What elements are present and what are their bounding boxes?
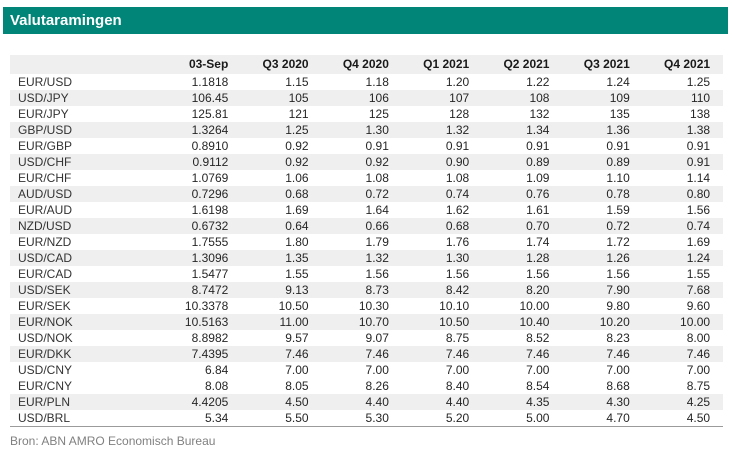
value-cell: 1.28 [526,251,550,265]
value-cell: 106.45 [191,91,229,105]
value-cell: 11.00 [279,315,309,329]
value-cell: 7.46 [526,347,550,361]
value-cell: 0.72 [365,187,389,201]
period-column-header: Q3 2020 [241,55,321,74]
period-column-header: Q2 2021 [482,55,562,74]
pair-label-cell: AUD/USD [18,187,73,201]
value-cell: 8.75 [686,379,711,393]
value-cell: 0.91 [686,155,711,169]
value-cell: 105 [288,91,309,105]
value-cell: 5.50 [285,411,309,425]
value-cell: 0.92 [285,155,309,169]
value-cell: 125.81 [191,107,229,121]
value-cell: 1.56 [445,267,470,281]
pair-label-cell: USD/CAD [18,251,73,265]
pair-label-cell: USD/CNY [18,363,73,377]
value-cell: 8.8982 [191,331,229,345]
value-cell: 10.30 [358,299,389,313]
table-row [10,410,723,427]
value-cell: 1.34 [526,123,550,137]
pair-label-cell: EUR/SEK [18,299,71,313]
value-cell: 0.76 [526,187,550,201]
value-cell: 1.30 [365,123,389,137]
value-cell: 1.24 [686,251,711,265]
value-cell: 7.46 [445,347,470,361]
value-cell: 0.9112 [192,155,229,169]
value-cell: 10.00 [519,299,550,313]
value-cell: 0.89 [526,155,550,169]
value-cell: 0.72 [606,219,630,233]
table-row [10,266,723,282]
value-cell: 1.80 [285,235,309,249]
table-row [10,346,723,362]
value-cell: 1.72 [606,235,630,249]
table-row [10,330,723,346]
value-cell: 1.25 [285,123,309,137]
value-cell: 8.42 [445,283,470,297]
value-cell: 7.68 [686,283,711,297]
value-cell: 1.3264 [191,123,229,137]
value-cell: 1.56 [526,267,550,281]
value-cell: 107 [449,91,470,105]
value-cell: 1.35 [285,251,309,265]
value-cell: 1.22 [526,75,550,89]
value-cell: 1.09 [526,171,550,185]
value-cell: 8.23 [606,331,630,345]
value-cell: 0.89 [606,155,630,169]
value-cell: 7.00 [606,363,630,377]
value-cell: 106 [368,91,389,105]
value-cell: 0.66 [365,219,389,233]
pair-label-cell: EUR/DKK [18,347,72,361]
value-cell: 7.00 [686,363,711,377]
pair-label-cell: EUR/NZD [18,235,72,249]
value-cell: 4.40 [445,395,470,409]
value-cell: 0.90 [445,155,470,169]
value-cell: 4.35 [526,395,550,409]
value-cell: 5.30 [365,411,389,425]
value-cell: 7.00 [445,363,470,377]
value-cell: 7.46 [606,347,630,361]
value-cell: 7.00 [285,363,309,377]
fx-forecast-table [10,55,723,427]
value-cell: 125 [368,107,389,121]
table-row [10,378,723,394]
value-cell: 9.07 [365,331,389,345]
value-cell: 0.70 [526,219,550,233]
value-cell: 10.3378 [184,299,229,313]
value-cell: 138 [690,107,711,121]
value-cell: 9.60 [686,299,711,313]
value-cell: 1.06 [285,171,309,185]
value-cell: 1.69 [686,235,711,249]
value-cell: 1.3096 [191,251,229,265]
period-column-header: 03-Sep [161,55,241,74]
pair-label-cell: EUR/CNY [18,379,73,393]
value-cell: 0.91 [365,139,389,153]
value-cell: 10.5163 [184,315,229,329]
value-cell: 1.32 [445,123,470,137]
table-row [10,218,723,234]
value-cell: 8.52 [526,331,550,345]
value-cell: 7.90 [606,283,630,297]
pair-label-cell: EUR/CAD [18,267,73,281]
value-cell: 0.8910 [191,139,229,153]
value-cell: 8.20 [526,283,550,297]
value-cell: 0.68 [445,219,470,233]
pair-label-cell: USD/JPY [18,91,69,105]
value-cell: 1.6198 [191,203,229,217]
value-cell: 1.0769 [191,171,229,185]
table-row [10,314,723,330]
pair-column-header [10,55,161,74]
value-cell: 1.74 [526,235,550,249]
value-cell: 7.46 [365,347,389,361]
value-cell: 1.08 [365,171,389,185]
value-cell: 8.05 [285,379,309,393]
value-cell: 4.4205 [191,395,229,409]
value-cell: 4.70 [606,411,630,425]
value-cell: 1.5477 [191,267,229,281]
value-cell: 9.13 [285,283,309,297]
pair-label-cell: EUR/JPY [18,107,69,121]
value-cell: 0.7296 [191,187,229,201]
value-cell: 1.14 [686,171,711,185]
value-cell: 1.36 [606,123,630,137]
pair-label-cell: USD/NOK [18,331,73,345]
value-cell: 1.24 [606,75,630,89]
value-cell: 10.50 [439,315,470,329]
value-cell: 4.25 [686,395,711,409]
value-cell: 1.1818 [191,75,229,89]
value-cell: 1.79 [365,235,389,249]
value-cell: 8.68 [606,379,630,393]
value-cell: 8.54 [526,379,550,393]
table-row [10,202,723,218]
value-cell: 8.73 [365,283,389,297]
value-cell: 1.59 [606,203,630,217]
value-cell: 8.26 [365,379,389,393]
pair-label-cell: USD/BRL [18,411,71,425]
pair-label-cell: USD/CHF [18,155,72,169]
value-cell: 1.30 [445,251,470,265]
value-cell: 1.10 [606,171,630,185]
value-cell: 10.50 [278,299,309,313]
table-body [10,74,723,427]
table-row [10,154,723,170]
value-cell: 0.91 [686,139,711,153]
value-cell: 135 [609,107,630,121]
pair-label-cell: NZD/USD [18,219,72,233]
value-cell: 4.50 [285,395,309,409]
value-cell: 121 [288,107,309,121]
value-cell: 6.84 [204,363,229,377]
value-cell: 128 [449,107,470,121]
pair-label-cell: EUR/CHF [18,171,72,185]
value-cell: 1.08 [445,171,470,185]
table-row [10,122,723,138]
table-row [10,234,723,250]
value-cell: 4.30 [606,395,630,409]
value-cell: 8.08 [204,379,229,393]
value-cell: 1.15 [285,75,309,89]
value-cell: 5.20 [445,411,470,425]
table-row [10,74,723,90]
table-row [10,186,723,202]
table-row [10,394,723,410]
value-cell: 7.4395 [191,347,229,361]
value-cell: 1.69 [285,203,309,217]
period-column-header: Q1 2021 [402,55,482,74]
value-cell: 9.80 [606,299,630,313]
pair-label-cell: USD/SEK [18,283,71,297]
value-cell: 8.40 [445,379,470,393]
value-cell: 1.56 [365,267,389,281]
table-row [10,90,723,106]
value-cell: 0.91 [445,139,470,153]
table-row [10,250,723,266]
table-row [10,170,723,186]
value-cell: 9.57 [285,331,309,345]
fx-table-container [10,55,723,427]
value-cell: 0.92 [365,155,389,169]
value-cell: 0.80 [686,187,711,201]
value-cell: 8.00 [686,331,711,345]
value-cell: 1.76 [445,235,470,249]
value-cell: 1.56 [606,267,630,281]
value-cell: 7.00 [526,363,550,377]
value-cell: 1.55 [285,267,309,281]
value-cell: 1.55 [686,267,711,281]
value-cell: 0.68 [285,187,309,201]
table-row [10,106,723,122]
period-column-header: Q3 2021 [562,55,642,74]
value-cell: 4.40 [365,395,389,409]
value-cell: 0.78 [606,187,630,201]
value-cell: 1.38 [686,123,711,137]
value-cell: 10.00 [680,315,711,329]
table-row [10,282,723,298]
value-cell: 8.75 [445,331,470,345]
value-cell: 1.61 [526,203,550,217]
value-cell: 132 [529,107,550,121]
value-cell: 0.64 [285,219,309,233]
value-cell: 8.7472 [191,283,229,297]
value-cell: 0.6732 [191,219,229,233]
value-cell: 0.91 [526,139,550,153]
value-cell: 7.46 [285,347,309,361]
value-cell: 1.62 [445,203,470,217]
value-cell: 10.40 [519,315,550,329]
value-cell: 5.34 [204,411,229,425]
period-column-header: Q4 2021 [643,55,723,74]
value-cell: 1.18 [365,75,389,89]
value-cell: 0.74 [686,219,711,233]
value-cell: 1.7555 [191,235,229,249]
value-cell: 7.00 [365,363,389,377]
pair-label-cell: GBP/USD [18,123,73,137]
value-cell: 1.20 [445,75,470,89]
pair-label-cell: EUR/USD [18,75,73,89]
value-cell: 109 [609,91,630,105]
period-column-header: Q4 2020 [322,55,402,74]
value-cell: 7.46 [686,347,711,361]
value-cell: 1.56 [686,203,711,217]
value-cell: 5.00 [526,411,550,425]
value-cell: 10.70 [358,315,389,329]
table-row [10,362,723,378]
value-cell: 4.50 [686,411,711,425]
panel-title: Valutaramingen [3,7,728,34]
value-cell: 110 [690,91,711,105]
value-cell: 10.10 [439,299,470,313]
table-header [10,55,723,74]
value-cell: 0.91 [606,139,630,153]
value-cell: 1.25 [686,75,711,89]
value-cell: 1.64 [365,203,389,217]
value-cell: 108 [529,91,550,105]
table-row [10,138,723,154]
value-cell: 0.74 [445,187,470,201]
pair-label-cell: EUR/GBP [18,139,73,153]
value-cell: 0.92 [285,139,309,153]
pair-label-cell: EUR/NOK [18,315,73,329]
pair-label-cell: EUR/PLN [18,395,71,409]
value-cell: 1.26 [606,251,630,265]
value-cell: 1.32 [365,251,389,265]
table-row [10,298,723,314]
pair-label-cell: EUR/AUD [18,203,73,217]
value-cell: 10.20 [599,315,630,329]
header-row [10,55,723,74]
source-note: Bron: ABN AMRO Economisch Bureau [10,434,216,448]
